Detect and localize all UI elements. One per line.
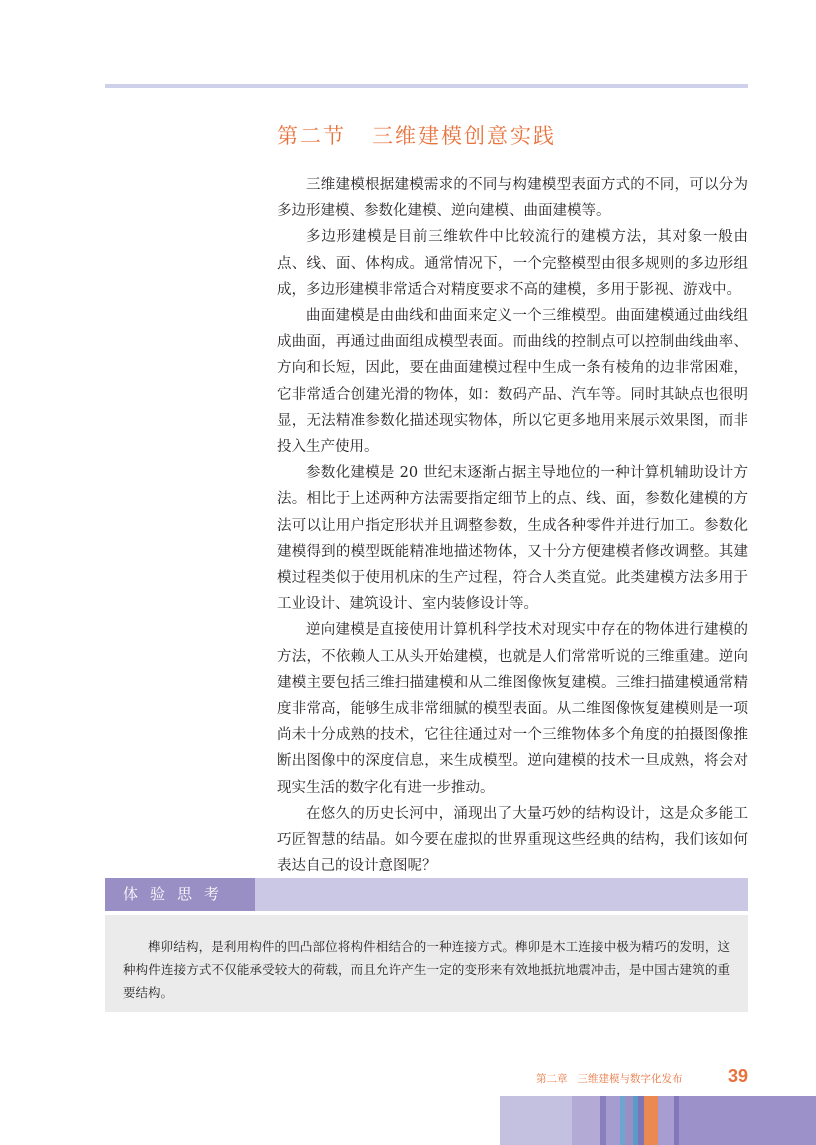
top-divider	[105, 84, 748, 88]
page-number: 39	[728, 1066, 749, 1086]
experience-box-tag: 体验思考	[105, 878, 255, 911]
experience-box-body	[105, 915, 748, 1012]
experience-box-header	[105, 878, 748, 911]
footer-chapter: 第二章	[536, 1073, 568, 1085]
section-label: 第二节	[277, 124, 346, 148]
stripe	[679, 1096, 816, 1145]
body-text	[277, 172, 748, 879]
stripe	[500, 1096, 572, 1145]
section-heading	[277, 120, 556, 150]
paragraph: 在悠久的历史长河中，涌现出了大量巧妙的结构设计，这是众多能工巧匠智慧的结晶。如今要在虚拟的世界重现这些经典的结构，我们该如何表达自己的设计意图呢？	[277, 805, 748, 875]
paragraph: 逆向建模是直接使用计算机科学技术对现实中存在的物体进行建模的方法，不依赖人工从头开始建模，也就是人们常常听说的三维重建。逆向建模主要包括三维扫描建模和从二维图像恢复建模。三维扫描建模通常精度非常高，能够生成非常细腻的模型表面。从二维图像恢复建模则是一项尚未十分成熟的技术，它往往通过对一个三维物体多个角度的拍摄图像推断出图像中的深度信息，来生成模型。逆向建模的技术一旦成熟，将会对现实生活的数字化有进一步推动。	[277, 622, 748, 796]
footer-chapter-title: 三维建模与数字化发布	[577, 1073, 683, 1085]
stripe	[625, 1096, 633, 1145]
stripe	[572, 1096, 600, 1145]
stripe	[606, 1096, 620, 1145]
paragraph: 多边形建模是目前三维软件中比较流行的建模方法，其对象一般由点、线、面、体构成。通常情况下，一个完整模型由很多规则的多边形组成，多边形建模非常适合对精度要求不高的建模，多用于影视、游戏中。	[277, 229, 748, 298]
running-footer	[536, 1071, 683, 1086]
stripe	[644, 1096, 658, 1145]
experience-box-text: 榫卯结构，是利用构件的凹凸部位将构件相结合的一种连接方式。榫卯是木工连接中极为精巧的发明，这种构件连接方式不仅能承受较大的荷载，而且允许产生一定的变形来有效地抵抗地震冲击，是中国古建筑的重要结构。	[123, 939, 730, 1000]
stripe	[658, 1096, 674, 1145]
footer-decoration-stripes	[500, 1096, 816, 1145]
paragraph: 曲面建模是由曲线和曲面来定义一个三维模型。曲面建模通过曲线组成曲面，再通过曲面组成模型表面。而曲线的控制点可以控制曲线曲率、方向和长短，因此，要在曲面建模过程中生成一条有棱角的边非常困难，它非常适合创建光滑的物体，如：数码产品、汽车等。同时其缺点也很明显，无法精准参数化描述现实物体，所以它更多地用来展示效果图，而非投入生产使用。	[277, 308, 748, 456]
paragraph: 参数化建模是 20 世纪末逐渐占据主导地位的一种计算机辅助设计方法。相比于上述两种方法需要指定细节上的点、线、面，参数化建模的方法可以让用户指定形状并且调整参数，生成各种零件并进行加工。参数化建模得到的模型既能精准地描述物体，又十分方便建模者修改调整。其建模过程类似于使用机床的生产过程，符合人类直觉。此类建模方法多用于工业设计、建筑设计、室内装修设计等。	[277, 465, 748, 613]
section-title: 三维建模创意实践	[372, 124, 556, 148]
paragraph: 三维建模根据建模需求的不同与构建模型表面方式的不同，可以分为多边形建模、参数化建模、逆向建模、曲面建模等。	[277, 177, 748, 220]
